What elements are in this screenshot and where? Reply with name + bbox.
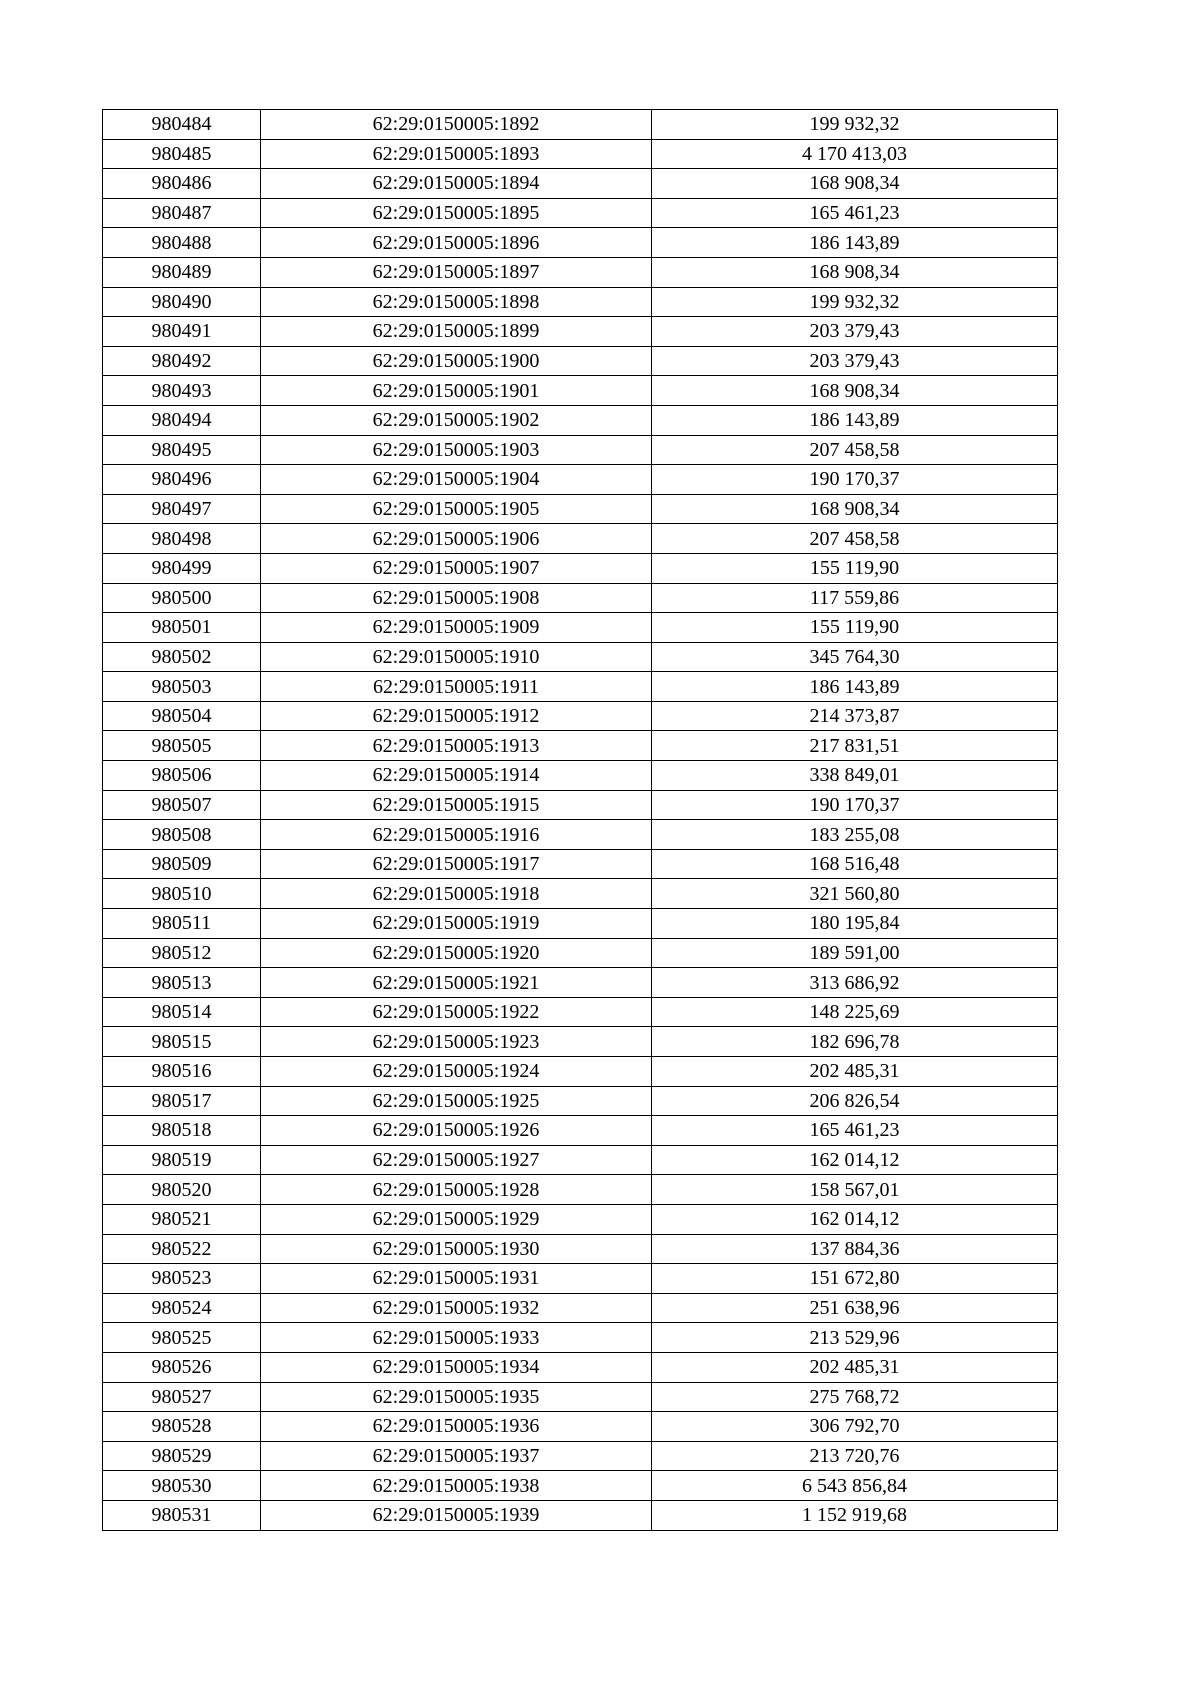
data-table <box>102 109 1058 1531</box>
cadastral-number-cell: 62:29:0150005:1938 <box>261 1471 652 1501</box>
cadastral-number-cell: 62:29:0150005:1921 <box>261 968 652 998</box>
value-cell: 199 932,32 <box>652 110 1058 140</box>
cadastral-number-cell: 62:29:0150005:1931 <box>261 1264 652 1294</box>
cadastral-number-cell: 62:29:0150005:1928 <box>261 1175 652 1205</box>
value-cell: 313 686,92 <box>652 968 1058 998</box>
row-number-cell: 980526 <box>103 1352 261 1382</box>
row-number-cell: 980531 <box>103 1500 261 1530</box>
cadastral-number-cell: 62:29:0150005:1915 <box>261 790 652 820</box>
cadastral-number-cell: 62:29:0150005:1908 <box>261 583 652 613</box>
row-number-cell: 980494 <box>103 405 261 435</box>
row-number-cell: 980488 <box>103 228 261 258</box>
cadastral-number-cell: 62:29:0150005:1935 <box>261 1382 652 1412</box>
table-row <box>103 376 1058 406</box>
table-row <box>103 435 1058 465</box>
row-number-cell: 980524 <box>103 1293 261 1323</box>
row-number-cell: 980530 <box>103 1471 261 1501</box>
table-row <box>103 1057 1058 1087</box>
value-cell: 190 170,37 <box>652 790 1058 820</box>
value-cell: 183 255,08 <box>652 820 1058 850</box>
value-cell: 117 559,86 <box>652 583 1058 613</box>
table-row <box>103 583 1058 613</box>
value-cell: 155 119,90 <box>652 613 1058 643</box>
table-row <box>103 1234 1058 1264</box>
cadastral-number-cell: 62:29:0150005:1920 <box>261 938 652 968</box>
value-cell: 1 152 919,68 <box>652 1500 1058 1530</box>
table-row <box>103 494 1058 524</box>
value-cell: 199 932,32 <box>652 287 1058 317</box>
row-number-cell: 980522 <box>103 1234 261 1264</box>
row-number-cell: 980511 <box>103 909 261 939</box>
cadastral-number-cell: 62:29:0150005:1924 <box>261 1057 652 1087</box>
table-row <box>103 997 1058 1027</box>
row-number-cell: 980519 <box>103 1145 261 1175</box>
table-row <box>103 1204 1058 1234</box>
value-cell: 180 195,84 <box>652 909 1058 939</box>
value-cell: 186 143,89 <box>652 672 1058 702</box>
row-number-cell: 980516 <box>103 1057 261 1087</box>
value-cell: 207 458,58 <box>652 524 1058 554</box>
table-row <box>103 139 1058 169</box>
table-row <box>103 198 1058 228</box>
row-number-cell: 980529 <box>103 1441 261 1471</box>
value-cell: 168 908,34 <box>652 494 1058 524</box>
table-row <box>103 1293 1058 1323</box>
row-number-cell: 980484 <box>103 110 261 140</box>
value-cell: 338 849,01 <box>652 761 1058 791</box>
table-row <box>103 820 1058 850</box>
row-number-cell: 980528 <box>103 1412 261 1442</box>
table-row <box>103 849 1058 879</box>
cadastral-number-cell: 62:29:0150005:1892 <box>261 110 652 140</box>
cadastral-number-cell: 62:29:0150005:1910 <box>261 642 652 672</box>
row-number-cell: 980489 <box>103 257 261 287</box>
table-row <box>103 790 1058 820</box>
cadastral-number-cell: 62:29:0150005:1933 <box>261 1323 652 1353</box>
cadastral-number-cell: 62:29:0150005:1913 <box>261 731 652 761</box>
cadastral-number-cell: 62:29:0150005:1930 <box>261 1234 652 1264</box>
value-cell: 202 485,31 <box>652 1057 1058 1087</box>
row-number-cell: 980496 <box>103 465 261 495</box>
cadastral-number-cell: 62:29:0150005:1929 <box>261 1204 652 1234</box>
cadastral-number-cell: 62:29:0150005:1932 <box>261 1293 652 1323</box>
cadastral-number-cell: 62:29:0150005:1919 <box>261 909 652 939</box>
value-cell: 6 543 856,84 <box>652 1471 1058 1501</box>
value-cell: 213 720,76 <box>652 1441 1058 1471</box>
cadastral-number-cell: 62:29:0150005:1901 <box>261 376 652 406</box>
table-body <box>103 110 1058 1531</box>
table-row <box>103 1352 1058 1382</box>
table-row <box>103 879 1058 909</box>
value-cell: 168 908,34 <box>652 376 1058 406</box>
cadastral-number-cell: 62:29:0150005:1905 <box>261 494 652 524</box>
cadastral-number-cell: 62:29:0150005:1927 <box>261 1145 652 1175</box>
table-row <box>103 317 1058 347</box>
cadastral-number-cell: 62:29:0150005:1917 <box>261 849 652 879</box>
table-row <box>103 1027 1058 1057</box>
table-row <box>103 465 1058 495</box>
table-row <box>103 1500 1058 1530</box>
row-number-cell: 980505 <box>103 731 261 761</box>
cadastral-number-cell: 62:29:0150005:1904 <box>261 465 652 495</box>
value-cell: 345 764,30 <box>652 642 1058 672</box>
table-row <box>103 524 1058 554</box>
row-number-cell: 980507 <box>103 790 261 820</box>
cadastral-number-cell: 62:29:0150005:1911 <box>261 672 652 702</box>
value-cell: 213 529,96 <box>652 1323 1058 1353</box>
table-row <box>103 1471 1058 1501</box>
value-cell: 186 143,89 <box>652 405 1058 435</box>
table-row <box>103 938 1058 968</box>
row-number-cell: 980506 <box>103 761 261 791</box>
row-number-cell: 980523 <box>103 1264 261 1294</box>
table-row <box>103 909 1058 939</box>
row-number-cell: 980517 <box>103 1086 261 1116</box>
row-number-cell: 980510 <box>103 879 261 909</box>
table-row <box>103 257 1058 287</box>
value-cell: 137 884,36 <box>652 1234 1058 1264</box>
cadastral-number-cell: 62:29:0150005:1907 <box>261 553 652 583</box>
cadastral-number-cell: 62:29:0150005:1906 <box>261 524 652 554</box>
value-cell: 217 831,51 <box>652 731 1058 761</box>
table-row <box>103 1145 1058 1175</box>
row-number-cell: 980509 <box>103 849 261 879</box>
value-cell: 165 461,23 <box>652 198 1058 228</box>
cadastral-number-cell: 62:29:0150005:1895 <box>261 198 652 228</box>
cadastral-number-cell: 62:29:0150005:1922 <box>261 997 652 1027</box>
cadastral-number-cell: 62:29:0150005:1912 <box>261 701 652 731</box>
value-cell: 207 458,58 <box>652 435 1058 465</box>
cadastral-number-cell: 62:29:0150005:1923 <box>261 1027 652 1057</box>
cadastral-number-cell: 62:29:0150005:1937 <box>261 1441 652 1471</box>
row-number-cell: 980490 <box>103 287 261 317</box>
value-cell: 203 379,43 <box>652 346 1058 376</box>
table-row <box>103 110 1058 140</box>
value-cell: 251 638,96 <box>652 1293 1058 1323</box>
table-row <box>103 405 1058 435</box>
row-number-cell: 980493 <box>103 376 261 406</box>
value-cell: 189 591,00 <box>652 938 1058 968</box>
cadastral-number-cell: 62:29:0150005:1896 <box>261 228 652 258</box>
row-number-cell: 980518 <box>103 1116 261 1146</box>
row-number-cell: 980527 <box>103 1382 261 1412</box>
table-row <box>103 761 1058 791</box>
cadastral-number-cell: 62:29:0150005:1914 <box>261 761 652 791</box>
value-cell: 321 560,80 <box>652 879 1058 909</box>
table-row <box>103 968 1058 998</box>
row-number-cell: 980499 <box>103 553 261 583</box>
cadastral-number-cell: 62:29:0150005:1902 <box>261 405 652 435</box>
cadastral-number-cell: 62:29:0150005:1909 <box>261 613 652 643</box>
table-row <box>103 228 1058 258</box>
value-cell: 190 170,37 <box>652 465 1058 495</box>
value-cell: 214 373,87 <box>652 701 1058 731</box>
row-number-cell: 980502 <box>103 642 261 672</box>
cadastral-number-cell: 62:29:0150005:1899 <box>261 317 652 347</box>
value-cell: 158 567,01 <box>652 1175 1058 1205</box>
table-row <box>103 731 1058 761</box>
value-cell: 203 379,43 <box>652 317 1058 347</box>
cadastral-number-cell: 62:29:0150005:1918 <box>261 879 652 909</box>
cadastral-number-cell: 62:29:0150005:1926 <box>261 1116 652 1146</box>
cadastral-number-cell: 62:29:0150005:1916 <box>261 820 652 850</box>
value-cell: 155 119,90 <box>652 553 1058 583</box>
table-row <box>103 1441 1058 1471</box>
value-cell: 275 768,72 <box>652 1382 1058 1412</box>
row-number-cell: 980503 <box>103 672 261 702</box>
value-cell: 186 143,89 <box>652 228 1058 258</box>
row-number-cell: 980485 <box>103 139 261 169</box>
row-number-cell: 980520 <box>103 1175 261 1205</box>
table-row <box>103 701 1058 731</box>
value-cell: 182 696,78 <box>652 1027 1058 1057</box>
value-cell: 202 485,31 <box>652 1352 1058 1382</box>
table-row <box>103 553 1058 583</box>
table-row <box>103 1175 1058 1205</box>
table-row <box>103 1323 1058 1353</box>
table-row <box>103 346 1058 376</box>
table-row <box>103 1086 1058 1116</box>
cadastral-number-cell: 62:29:0150005:1898 <box>261 287 652 317</box>
cadastral-number-cell: 62:29:0150005:1936 <box>261 1412 652 1442</box>
table-row <box>103 672 1058 702</box>
table-row <box>103 169 1058 199</box>
row-number-cell: 980500 <box>103 583 261 613</box>
table-row <box>103 287 1058 317</box>
table-row <box>103 642 1058 672</box>
value-cell: 165 461,23 <box>652 1116 1058 1146</box>
row-number-cell: 980513 <box>103 968 261 998</box>
table-row <box>103 1264 1058 1294</box>
row-number-cell: 980491 <box>103 317 261 347</box>
row-number-cell: 980495 <box>103 435 261 465</box>
row-number-cell: 980492 <box>103 346 261 376</box>
table-row <box>103 1412 1058 1442</box>
value-cell: 162 014,12 <box>652 1145 1058 1175</box>
cadastral-number-cell: 62:29:0150005:1894 <box>261 169 652 199</box>
cadastral-number-cell: 62:29:0150005:1897 <box>261 257 652 287</box>
cadastral-number-cell: 62:29:0150005:1925 <box>261 1086 652 1116</box>
row-number-cell: 980497 <box>103 494 261 524</box>
table-row <box>103 1116 1058 1146</box>
cadastral-number-cell: 62:29:0150005:1939 <box>261 1500 652 1530</box>
row-number-cell: 980498 <box>103 524 261 554</box>
row-number-cell: 980521 <box>103 1204 261 1234</box>
value-cell: 148 225,69 <box>652 997 1058 1027</box>
cadastral-number-cell: 62:29:0150005:1900 <box>261 346 652 376</box>
value-cell: 306 792,70 <box>652 1412 1058 1442</box>
row-number-cell: 980486 <box>103 169 261 199</box>
cadastral-number-cell: 62:29:0150005:1903 <box>261 435 652 465</box>
row-number-cell: 980508 <box>103 820 261 850</box>
row-number-cell: 980504 <box>103 701 261 731</box>
row-number-cell: 980487 <box>103 198 261 228</box>
table-row <box>103 1382 1058 1412</box>
cadastral-number-cell: 62:29:0150005:1934 <box>261 1352 652 1382</box>
row-number-cell: 980515 <box>103 1027 261 1057</box>
value-cell: 4 170 413,03 <box>652 139 1058 169</box>
value-cell: 168 908,34 <box>652 257 1058 287</box>
row-number-cell: 980525 <box>103 1323 261 1353</box>
value-cell: 168 908,34 <box>652 169 1058 199</box>
row-number-cell: 980512 <box>103 938 261 968</box>
value-cell: 168 516,48 <box>652 849 1058 879</box>
cadastral-number-cell: 62:29:0150005:1893 <box>261 139 652 169</box>
value-cell: 206 826,54 <box>652 1086 1058 1116</box>
table-row <box>103 613 1058 643</box>
row-number-cell: 980501 <box>103 613 261 643</box>
value-cell: 162 014,12 <box>652 1204 1058 1234</box>
value-cell: 151 672,80 <box>652 1264 1058 1294</box>
row-number-cell: 980514 <box>103 997 261 1027</box>
